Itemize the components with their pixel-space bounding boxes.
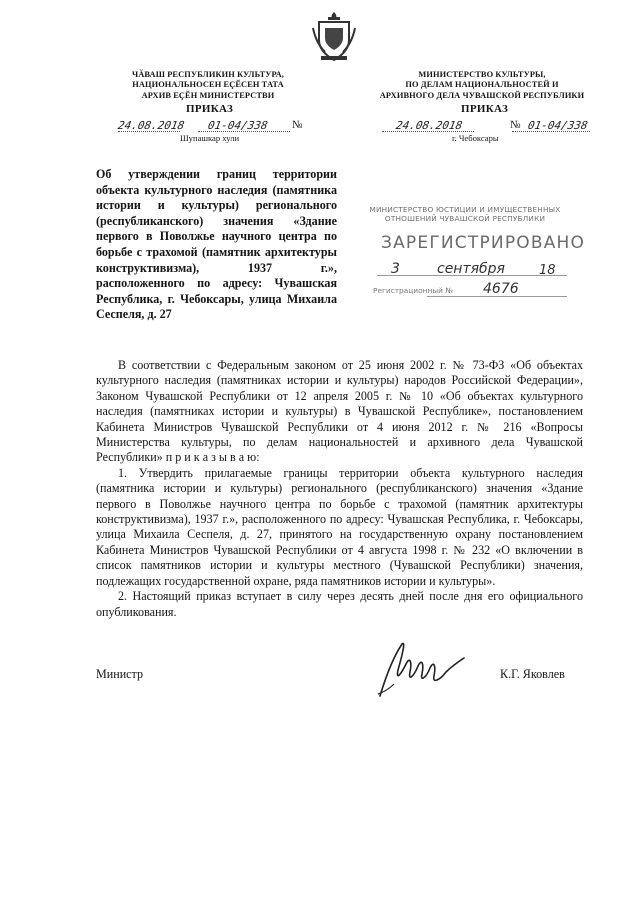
date-underline [382, 131, 474, 132]
signatory-name: К.Г. Яковлев [500, 667, 565, 681]
header-line: ПО ДЕЛАМ НАЦИОНАЛЬНОСТЕЙ И [405, 80, 559, 90]
body-paragraph: 2. Настоящий приказ вступает в силу через десять дней после дня его официального опубликования. [96, 589, 583, 619]
header-line: НАЦИОНАЛЬНОСЕН ЕҪӖСЕН ТАТА [132, 80, 284, 90]
date-underline [118, 131, 180, 132]
order-city-left: Шупашкар хули [180, 133, 240, 143]
header-line: АРХИВНОГО ДЕЛА ЧУВАШСКОЙ РЕСПУБЛИКИ [379, 90, 585, 100]
number-underline [198, 131, 290, 132]
body-paragraph: В соответствии с Федеральным законом от 25 июня 2002 г. № 73-ФЗ «Об объектах культурного наследия (памятниках истории и культуры) народов Российской Федерации», Законом Чувашской Республики от 12 апреля 2005 г. № 10 «Об объектах культурного наследия (памятниках истории и культуры) в Чувашской Республике», постановлением Кабинета Министров Чувашской Республики от 4 июня 2012 г. № 216 «Вопросы Министерства культуры, по делам национальностей и архивного дела Чувашской Республики» п р и к а з ы в а ю: [96, 358, 583, 465]
order-label-right: ПРИКАЗ [461, 103, 509, 115]
stamp-day: 3 [391, 261, 400, 277]
signatory-position: Министр [96, 667, 144, 681]
document-title: Об утверждении границ территории объекта культурного наследия (памятника истории и культуры) регионального (республиканского) значения «Здание первого в Поволжье научного центра по борьбе с трахомой (памятник архитектуры конструктивизма), 1937 г.», расположенного по адресу: Чувашская Республика, г. Чебоксары, улица Михаила Сеспеля, д. 27 [96, 167, 337, 322]
header-line: ЧӐВАШ РЕСПУБЛИКИН КУЛЬТУРА, [132, 70, 284, 79]
stamp-regno: 4676 [483, 281, 519, 297]
header-line: АРХИВ ЕҪӖН МИНИСТЕРСТВИ [141, 90, 275, 100]
stamp-registered: ЗАРЕГИСТРИРОВАНО [381, 233, 586, 253]
stamp-year: 18 [539, 263, 556, 278]
body-paragraph: 1. Утвердить прилагаемые границы территории объекта культурного наследия (памятника истории и культуры) регионального (республиканского) значения «Здание первого в Поволжье научного центра по борьбе с трахомой (памятник архитектуры конструктивизма), 1937 г.», расположенного по адресу: Чувашская Республика, г. Чебоксары, улица Михаила Сеспеля, д. 27, принятого на государственную охрану постановлением Кабинета Министров Чувашской Республики от 4 августа 1998 г. № 232 «О включении в список памятников истории и культуры местного (Чувашской Республики) значения, подлежащих государственной охране, ряда памятников истории и культуры». [96, 465, 583, 588]
ministry-header-chuvash [118, 70, 298, 101]
ministry-header-russian [368, 70, 596, 101]
handwritten-signature-icon [372, 636, 468, 702]
document-body [96, 358, 583, 620]
number-sign: № [292, 119, 303, 131]
emblem-icon [311, 8, 357, 64]
order-date-right: 24.08.2018 [394, 119, 464, 132]
number-underline [512, 131, 590, 132]
order-number-right: 01-04/338 [526, 119, 589, 132]
header-line: МИНИСТЕРСТВО КУЛЬТУРЫ, [418, 70, 546, 79]
stamp-regno-label: Регистрационный № [373, 286, 453, 295]
registration-stamp [367, 203, 587, 303]
number-sign: № [510, 119, 521, 131]
order-city-right: г. Чебоксары [452, 133, 499, 143]
order-date-left: 24.08.2018 [116, 119, 186, 132]
stamp-line [377, 275, 567, 276]
order-number-left: 01-04/338 [206, 119, 269, 132]
stamp-org: МИНИСТЕРСТВО ЮСТИЦИИ И ИМУЩЕСТВЕННЫХ ОТНОШЕНИЙ ЧУВАШСКОЙ РЕСПУБЛИКИ [369, 205, 561, 223]
stamp-line [427, 296, 567, 297]
stamp-month: сентября [437, 261, 505, 277]
order-label-left: ПРИКАЗ [186, 103, 234, 115]
